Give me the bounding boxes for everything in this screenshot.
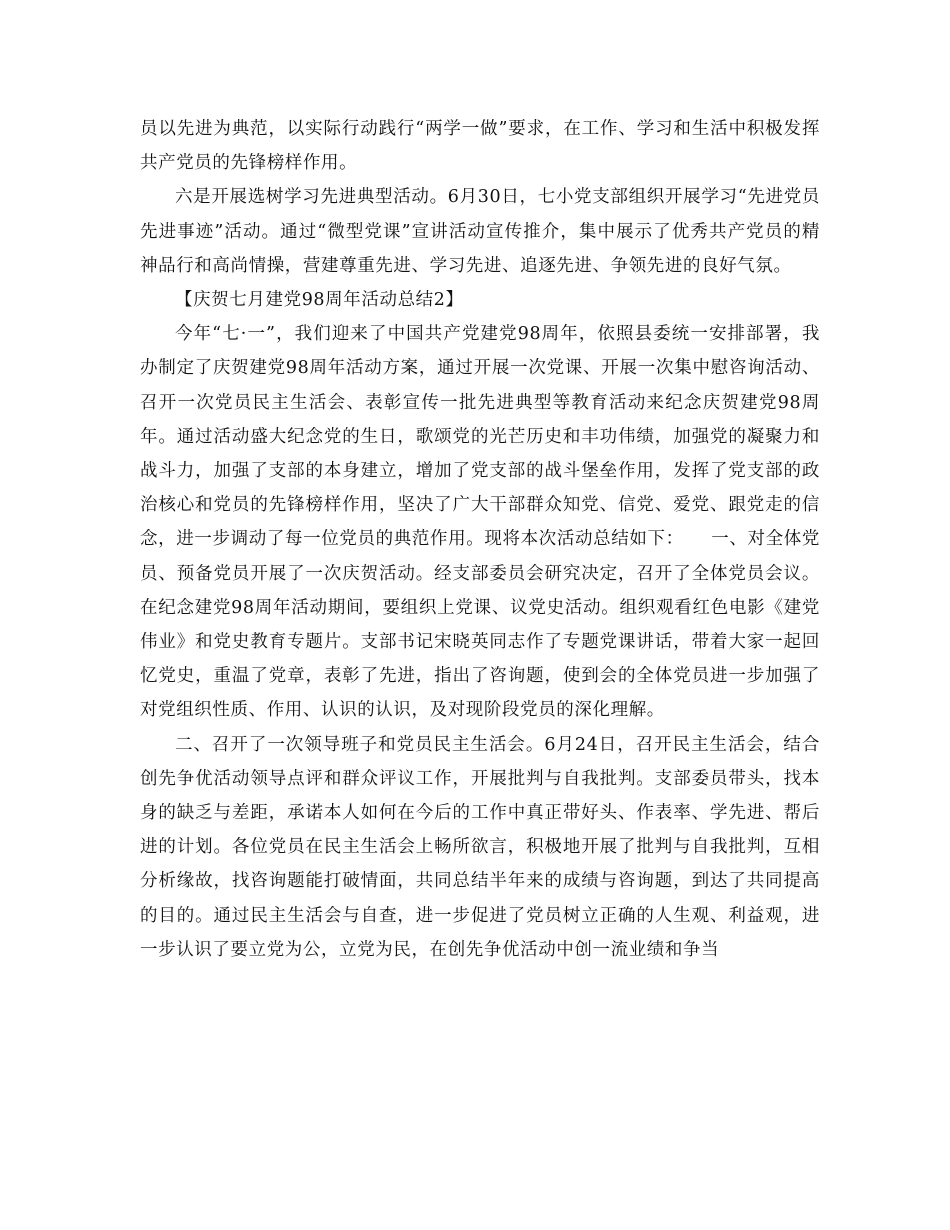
paragraph-item-six: 六是开展选树学习先进典型活动。6月30日，七小党支部组织开展学习“先进党员先进事迹”活动。通过“微型党课”宣讲活动宣传推介，集中展示了优秀共产党员的精神品行和高尚情操，营建尊重先进、学习先进、追逐先进、争领先进的良好气氛。 (140, 187, 820, 276)
paragraph-continuation: 员以先进为典范，以实际行动践行“两学一做”要求，在工作、学习和生活中积极发挥共产党员的先锋榜样作用。 (140, 119, 820, 174)
paragraph-item-two: 二、召开了一次领导班子和党员民主生活会。6月24日，召开民主生活会，结合创先争优活动领导点评和群众评议工作，开展批判与自我批判。支部委员带头，找本身的缺乏与差距，承诺本人如何在今后的工作中真正带好头、作表率、学先进、帮后进的计划。各位党员在民主生活会上畅所欲言，积极地开展了批判与自我批判，互相分析缘故，找咨询题能打破情面，共同总结半年来的成绩与咨询题，到达了共同提高的目的。通过民主生活会与自查，进一步促进了党员树立正确的人生观、利益观，进一步认识了要立党为公，立党为民，在创先争优活动中创一流业绩和争当 (140, 734, 820, 960)
section-heading: 【庆贺七月建党98周年活动总结2】 (175, 290, 464, 311)
paragraph-summary-intro: 今年“七·一”，我们迎来了中国共产党建党98周年，依照县委统一安排部署，我办制定了庆贺建党98周年活动方案，通过开展一次党课、开展一次集中慰咨询活动、召开一次党员民主生活会、表彰宣传一批先进典型等教育活动来纪念庆贺建党98周年。通过活动盛大纪念党的生日，歌颂党的光芒历史和丰功伟绩，加强党的凝聚力和战斗力，加强了支部的本身建立，增加了党支部的战斗堡垒作用，发挥了党支部的政治核心和党员的先锋榜样作用，坚决了广大干部群众知党、信党、爱党、跟党走的信念，进一步调动了每一位党员的典范作用。现将本次活动总结如下： 一、对全体党员、预备党员开展了一次庆贺活动。经支部委员会研究决定，召开了全体党员会议。在纪念建党98周年活动期间，要组织上党课、议党史活动。组织观看红色电影《建党伟业》和党史教育专题片。支部书记宋晓英同志作了专题党课讲话，带着大家一起回忆党史，重温了党章，表彰了先进，指出了咨询题，使到会的全体党员进一步加强了对党组织性质、作用、认识的认识，及对现阶段党员的深化理解。 (140, 324, 820, 721)
document-body (140, 112, 820, 967)
